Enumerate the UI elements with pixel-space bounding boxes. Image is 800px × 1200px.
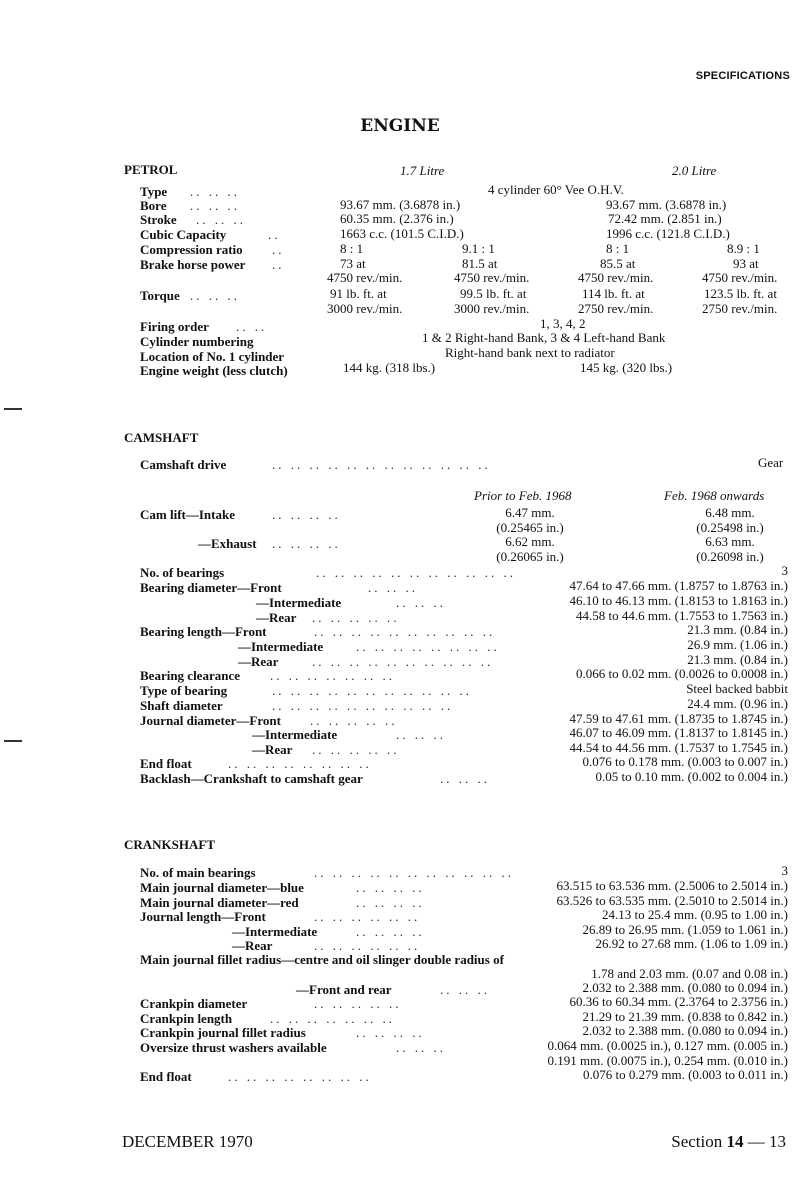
- value-torque-a2: 3000 rev./min.: [327, 301, 403, 316]
- label-crankshaft-end-float: End float: [140, 1069, 192, 1084]
- value-type: 4 cylinder 60° Vee O.H.V.: [488, 182, 624, 197]
- value-compression-c: 8 : 1: [606, 241, 630, 256]
- label-engine-weight: Engine weight (less clutch): [140, 363, 288, 378]
- value-main-journal-red: 63.526 to 63.535 mm. (2.5010 to 2.5014 in.): [556, 893, 788, 908]
- label-cam-lift-intake: Cam lift—Intake: [140, 507, 235, 522]
- value-thrust-washers-1: 0.064 mm. (0.0025 in.), 0.127 mm. (0.005 in.): [547, 1038, 788, 1053]
- label-main-journal-red: Main journal diameter—red: [140, 895, 299, 910]
- value-main-journal-blue: 63.515 to 63.536 mm. (2.5006 to 2.5014 in.): [556, 878, 788, 893]
- label-camshaft-drive: Camshaft drive: [140, 457, 227, 472]
- label-bearing-diameter-intermediate: —Intermediate: [256, 595, 342, 610]
- label-bearing-diameter-front: Bearing diameter—Front: [140, 580, 282, 595]
- value-weight-1.7: 144 kg. (318 lbs.): [343, 360, 436, 375]
- label-cam-lift-exhaust: —Exhaust: [198, 536, 257, 551]
- label-crankpin-fillet-radius: Crankpin journal fillet radius: [140, 1025, 306, 1040]
- section-heading-petrol: PETROL: [124, 162, 178, 177]
- label-firing-order: Firing order: [140, 319, 209, 334]
- label-bearing-diameter-rear: —Rear: [256, 610, 297, 625]
- column-heading-feb-1968-onwards: Feb. 1968 onwards: [664, 488, 765, 503]
- label-oversize-thrust-washers: Oversize thrust washers available: [140, 1040, 327, 1055]
- value-torque-c2: 2750 rev./min.: [578, 301, 654, 316]
- value-bore-2.0: 93.67 mm. (3.6878 in.): [606, 197, 727, 212]
- footer-date: DECEMBER 1970: [122, 1132, 253, 1151]
- value-crankpin-length: 21.29 to 21.39 mm. (0.838 to 0.842 in.): [582, 1009, 788, 1024]
- value-bearing-diameter-rear: 44.58 to 44.6 mm. (1.7553 to 1.7563 in.): [576, 608, 788, 623]
- value-bhp-a2: 4750 rev./min.: [327, 270, 403, 285]
- value-torque-b1: 99.5 lb. ft. at: [460, 286, 527, 301]
- label-location-no1: Location of No. 1 cylinder: [140, 349, 285, 364]
- value-bhp-c2: 4750 rev./min.: [578, 270, 654, 285]
- label-no-of-bearings: No. of bearings: [140, 565, 225, 580]
- value-firing-order: 1, 3, 4, 2: [540, 316, 586, 331]
- value-bhp-c1: 85.5 at: [600, 256, 636, 271]
- value-fillet-front-and-rear: 2.032 to 2.388 mm. (0.080 to 0.094 in.): [582, 980, 788, 995]
- value-camshaft-end-float: 0.076 to 0.178 mm. (0.003 to 0.007 in.): [582, 754, 788, 769]
- label-torque: Torque: [140, 288, 180, 303]
- value-lift-intake-prior-1: 6.47 mm.: [505, 505, 555, 520]
- value-camshaft-drive: Gear: [758, 455, 784, 470]
- label-crankpin-length: Crankpin length: [140, 1011, 233, 1026]
- label-stroke: Stroke: [140, 212, 177, 227]
- label-journal-diameter-intermediate: —Intermediate: [252, 727, 338, 742]
- value-torque-d2: 2750 rev./min.: [702, 301, 778, 316]
- value-weight-2.0: 145 kg. (320 lbs.): [580, 360, 673, 375]
- value-compression-d: 8.9 : 1: [727, 241, 760, 256]
- label-main-journal-fillet: Main journal fillet radius—centre and oil slinger double radius of: [140, 952, 504, 967]
- value-bearing-length-front: 21.3 mm. (0.84 in.): [687, 622, 788, 637]
- value-journal-length-front: 24.13 to 25.4 mm. (0.95 to 1.00 in.): [602, 907, 788, 922]
- value-bhp-d1: 93 at: [733, 256, 759, 271]
- label-bearing-clearance: Bearing clearance: [140, 668, 240, 683]
- document-page: SPECIFICATIONS ENGINE PETROL 1.7 Litre 2.0 Litre Type .. .. .. 4 cylinder 60° Vee O.H.V. Bore .. .. .. 93.67 mm. (3.6878 in.) 93.67 mm. (3.6878 in.) Stroke .. .. .. 60.35 mm. (2.376 in.) 72.42 mm. (2.851 in.) Cubic Capacity .. 1663 c.c. (101.5 C.I.D.) 1996 c.c. (121.8 C.I.D.) Compression ratio .. 8 : 1 9.1 : 1 8 : 1 8.9 : 1 Brake horse power .. 73 at 81.5 at 85.5 at 93 at 4750 rev./min. 4750 rev./min. 4750 rev./min. 4750 rev./min. Torque .. .. .. 91 lb. ft. at 99.5 lb. ft. at 114 lb. ft. at 123.5 lb. ft. at 3000 rev./min. 3000 rev./min. 2750 rev./min. 2750 rev./min. Firing order .. .. 1, 3, 4, 2 Cylinder numbering 1 & 2 Right-hand Bank, 3 & 4 Left-hand Bank Location of No. 1 cylinder Right-hand bank next to radiator Engine weight (less clutch) 144 kg. (318 lbs.) 145 kg. (320 lbs.) CAMSHAFT Camshaft drive .. .. .. .. .. .. .. .. .. .. .. .. Gear Prior to Feb. 1968 Feb. 1968 onwards Cam lift—Intake .. .. .. .. 6.47 mm. 6.48 mm. (0.25465 in.) (0.25498 in.) —Exhaust .. .. .. .. 6.62 mm. 6.63 mm. (0.26065 in.) (0.26098 in.) No. of bearings .. .. .. .. .. .. .. .. .. .. .. 3 Bearing diameter—Front .. .. .. 47.64 to 47.66 mm. (1.8757 to 1.8763 in.) —Intermediate .. .. .. 46.10 to 46.13 mm. (1.8153 to 1.8163 in.) —Rear .. .. .. .. .. 44.58 to 44.6 mm. (1.7553 to 1.7563 in.) Bearing length—Front .. .. .. .. .. .. .. .. .. .. 21.3 mm. (0.84 in.) —Intermediate .. .. .. .. .. .. .. .. 26.9 mm. (1.06 in.) —Rear .. .. .. .. .. .. .. .. .. .. 21.3 mm. (0.84 in.) Bearing clearance .. .. .. .. .. .. .. 0.066 to 0.02 mm. (0.0026 to 0.0008 in.) Type of bearing .. .. .. .. .. .. .. .. .. .. .. Steel backed babbit Shaft diameter .. .. .. .. .. .. .. .. .. .. 24.4 mm. (0.96 in.) Journal diameter—Front .. .. .. .. .. 47.59 to 47.61 mm. (1.8735 to 1.8745 in.) —Intermediate .. .. .. 46.07 to 46.09 mm. (1.8137 to 1.8145 in.) —Rear .. .. .. .. .. 44.54 to 44.56 mm. (1.7537 to 1.7545 in.) End float .. .. .. .. .. .. .. .. 0.076 to 0.178 mm. (0.003 to 0.007 in.) Backlash—Crankshaft to camshaft gear .. .. .. 0.05 to 0.10 mm. (0.002 to 0.004 in.) CRANKSHAFT No. of main bearings .. .. .. .. .. .. .. .. .. .. .. 3 Main journal diameter—blue .. .. .. .. 63.515 to 63.536 mm. (2.5006 to 2.5014 in.) Main journal diameter—red .. .. .. .. 63.526 to 63.535 mm. (2.5010 to 2.5014 in.) Journal length—Front .. .. .. .. .. .. 24.13 to 25.4 mm. (0.95 to 1.00 in.) —Intermediate .. .. .. .. 26.89 to 26.95 mm. (1.059 to 1.061 in.) —Rear .. .. .. .. .. .. 26.92 to 27.68 mm. (1.06 to 1.09 in.) Main journal fillet radius—centre and oil slinger double radius of 1.78 and 2.03 mm. (0.07 and 0.08 in.) —Front and rear .. .. .. 2.032 to 2.388 mm. (0.080 to 0.094 in.) Crankpin diameter .. .. .. .. .. 60.36 to 60.34 mm. (2.3764 to 2.3756 in.) Crankpin length .. .. .. .. .. .. .. 21.29 to 21.39 mm. (0.838 to 0.842 in.) Crankpin journal fillet radius .. .. .. .. 2.032 to 2.388 mm. (0.080 to 0.094 in.) Oversize thrust washers available .. .. .. 0.064 mm. (0.0025 in.), 0.127 mm. (0.005 in.) 0.191 mm. (0.0075 in.), 0.254 mm. (0.010 in.) End float .. .. .. .. .. .. .. .. 0.076 to 0.279 mm. (0.003 to 0.011 in.) DECEMBER 1970 Section 14 — 13: [0, 0, 800, 1200]
- label-bore: Bore: [140, 198, 167, 213]
- label-no-of-main-bearings: No. of main bearings: [140, 865, 256, 880]
- label-cylinder-numbering: Cylinder numbering: [140, 334, 254, 349]
- value-stroke-2.0: 72.42 mm. (2.851 in.): [608, 211, 722, 226]
- label-type-of-bearing: Type of bearing: [140, 683, 228, 698]
- value-crankshaft-end-float: 0.076 to 0.279 mm. (0.003 to 0.011 in.): [583, 1067, 788, 1082]
- label-type: Type: [140, 184, 168, 199]
- value-bhp-d2: 4750 rev./min.: [702, 270, 778, 285]
- value-lift-exhaust-prior-2: (0.26065 in.): [496, 549, 564, 564]
- value-stroke-1.7: 60.35 mm. (2.376 in.): [340, 211, 454, 226]
- margin-mark: [4, 740, 22, 742]
- column-heading-prior-feb-1968: Prior to Feb. 1968: [474, 488, 572, 503]
- section-heading-camshaft: CAMSHAFT: [124, 430, 199, 445]
- label-crankpin-diameter: Crankpin diameter: [140, 996, 248, 1011]
- value-journal-length-rear: 26.92 to 27.68 mm. (1.06 to 1.09 in.): [595, 936, 788, 951]
- value-location-no1: Right-hand bank next to radiator: [445, 345, 615, 360]
- label-compression-ratio: Compression ratio: [140, 242, 243, 257]
- value-lift-intake-feb-2: (0.25498 in.): [696, 520, 764, 535]
- value-lift-exhaust-feb-1: 6.63 mm.: [705, 534, 755, 549]
- label-journal-length-rear: —Rear: [232, 938, 273, 953]
- value-bhp-b1: 81.5 at: [462, 256, 498, 271]
- value-shaft-diameter: 24.4 mm. (0.96 in.): [687, 696, 788, 711]
- value-cylinder-numbering: 1 & 2 Right-hand Bank, 3 & 4 Left-hand Bank: [422, 330, 666, 345]
- column-heading-1.7: 1.7 Litre: [400, 163, 445, 178]
- label-journal-length-intermediate: —Intermediate: [232, 924, 318, 939]
- value-bore-1.7: 93.67 mm. (3.6878 in.): [340, 197, 461, 212]
- label-main-journal-blue: Main journal diameter—blue: [140, 880, 304, 895]
- value-bearing-diameter-front: 47.64 to 47.66 mm. (1.8757 to 1.8763 in.): [569, 578, 788, 593]
- value-bearing-clearance: 0.066 to 0.02 mm. (0.0026 to 0.0008 in.): [576, 666, 788, 681]
- value-main-journal-fillet: 1.78 and 2.03 mm. (0.07 and 0.08 in.): [591, 966, 788, 981]
- footer-section-number: 14: [726, 1132, 744, 1151]
- value-journal-diameter-rear: 44.54 to 44.56 mm. (1.7537 to 1.7545 in.): [569, 740, 788, 755]
- value-journal-length-intermediate: 26.89 to 26.95 mm. (1.059 to 1.061 in.): [582, 922, 788, 937]
- label-brake-horse-power: Brake horse power: [140, 257, 246, 272]
- label-journal-diameter-front: Journal diameter—Front: [140, 713, 281, 728]
- value-crankpin-fillet-radius: 2.032 to 2.388 mm. (0.080 to 0.094 in.): [582, 1023, 788, 1038]
- value-bearing-diameter-intermediate: 46.10 to 46.13 mm. (1.8153 to 1.8163 in.): [569, 593, 788, 608]
- section-heading-crankshaft: CRANKSHAFT: [124, 837, 216, 852]
- margin-mark: [4, 408, 22, 410]
- value-bearing-length-intermediate: 26.9 mm. (1.06 in.): [687, 637, 788, 652]
- value-torque-a1: 91 lb. ft. at: [330, 286, 387, 301]
- value-cubic-1.7: 1663 c.c. (101.5 C.I.D.): [340, 226, 464, 241]
- value-torque-b2: 3000 rev./min.: [454, 301, 530, 316]
- label-bearing-length-front: Bearing length—Front: [140, 624, 267, 639]
- value-backlash: 0.05 to 0.10 mm. (0.002 to 0.004 in.): [595, 769, 788, 784]
- value-cubic-2.0: 1996 c.c. (121.8 C.I.D.): [606, 226, 730, 241]
- value-bhp-b2: 4750 rev./min.: [454, 270, 530, 285]
- value-compression-a: 8 : 1: [340, 241, 364, 256]
- value-no-of-bearings: 3: [781, 563, 788, 578]
- value-lift-exhaust-prior-1: 6.62 mm.: [505, 534, 555, 549]
- label-fillet-front-and-rear: —Front and rear: [296, 982, 392, 997]
- running-header: SPECIFICATIONS: [695, 70, 790, 82]
- value-lift-exhaust-feb-2: (0.26098 in.): [696, 549, 764, 564]
- label-backlash: Backlash—Crankshaft to camshaft gear: [140, 771, 363, 786]
- label-bearing-length-rear: —Rear: [238, 654, 279, 669]
- value-bhp-a1: 73 at: [340, 256, 366, 271]
- label-camshaft-end-float: End float: [140, 756, 192, 771]
- value-torque-d1: 123.5 lb. ft. at: [704, 286, 777, 301]
- label-shaft-diameter: Shaft diameter: [140, 698, 223, 713]
- footer-page-number: — 13: [743, 1132, 786, 1151]
- footer-section: [671, 1132, 786, 1152]
- value-lift-intake-prior-2: (0.25465 in.): [496, 520, 564, 535]
- label-cubic-capacity: Cubic Capacity: [140, 227, 227, 242]
- label-journal-length-front: Journal length—Front: [140, 909, 266, 924]
- footer-section-prefix: Section: [671, 1132, 727, 1151]
- value-thrust-washers-2: 0.191 mm. (0.0075 in.), 0.254 mm. (0.010 in.): [547, 1053, 788, 1068]
- value-bearing-length-rear: 21.3 mm. (0.84 in.): [687, 652, 788, 667]
- value-lift-intake-feb-1: 6.48 mm.: [705, 505, 755, 520]
- label-journal-diameter-rear: —Rear: [252, 742, 293, 757]
- value-no-of-main-bearings: 3: [781, 863, 788, 878]
- value-journal-diameter-intermediate: 46.07 to 46.09 mm. (1.8137 to 1.8145 in.): [569, 725, 788, 740]
- value-compression-b: 9.1 : 1: [462, 241, 495, 256]
- column-heading-2.0: 2.0 Litre: [672, 163, 717, 178]
- value-crankpin-diameter: 60.36 to 60.34 mm. (2.3764 to 2.3756 in.): [569, 994, 788, 1009]
- value-torque-c1: 114 lb. ft. at: [582, 286, 645, 301]
- label-bearing-length-intermediate: —Intermediate: [238, 639, 324, 654]
- value-journal-diameter-front: 47.59 to 47.61 mm. (1.8735 to 1.8745 in.): [569, 711, 788, 726]
- value-type-of-bearing: Steel backed babbit: [686, 681, 788, 696]
- page-title: ENGINE: [360, 116, 440, 136]
